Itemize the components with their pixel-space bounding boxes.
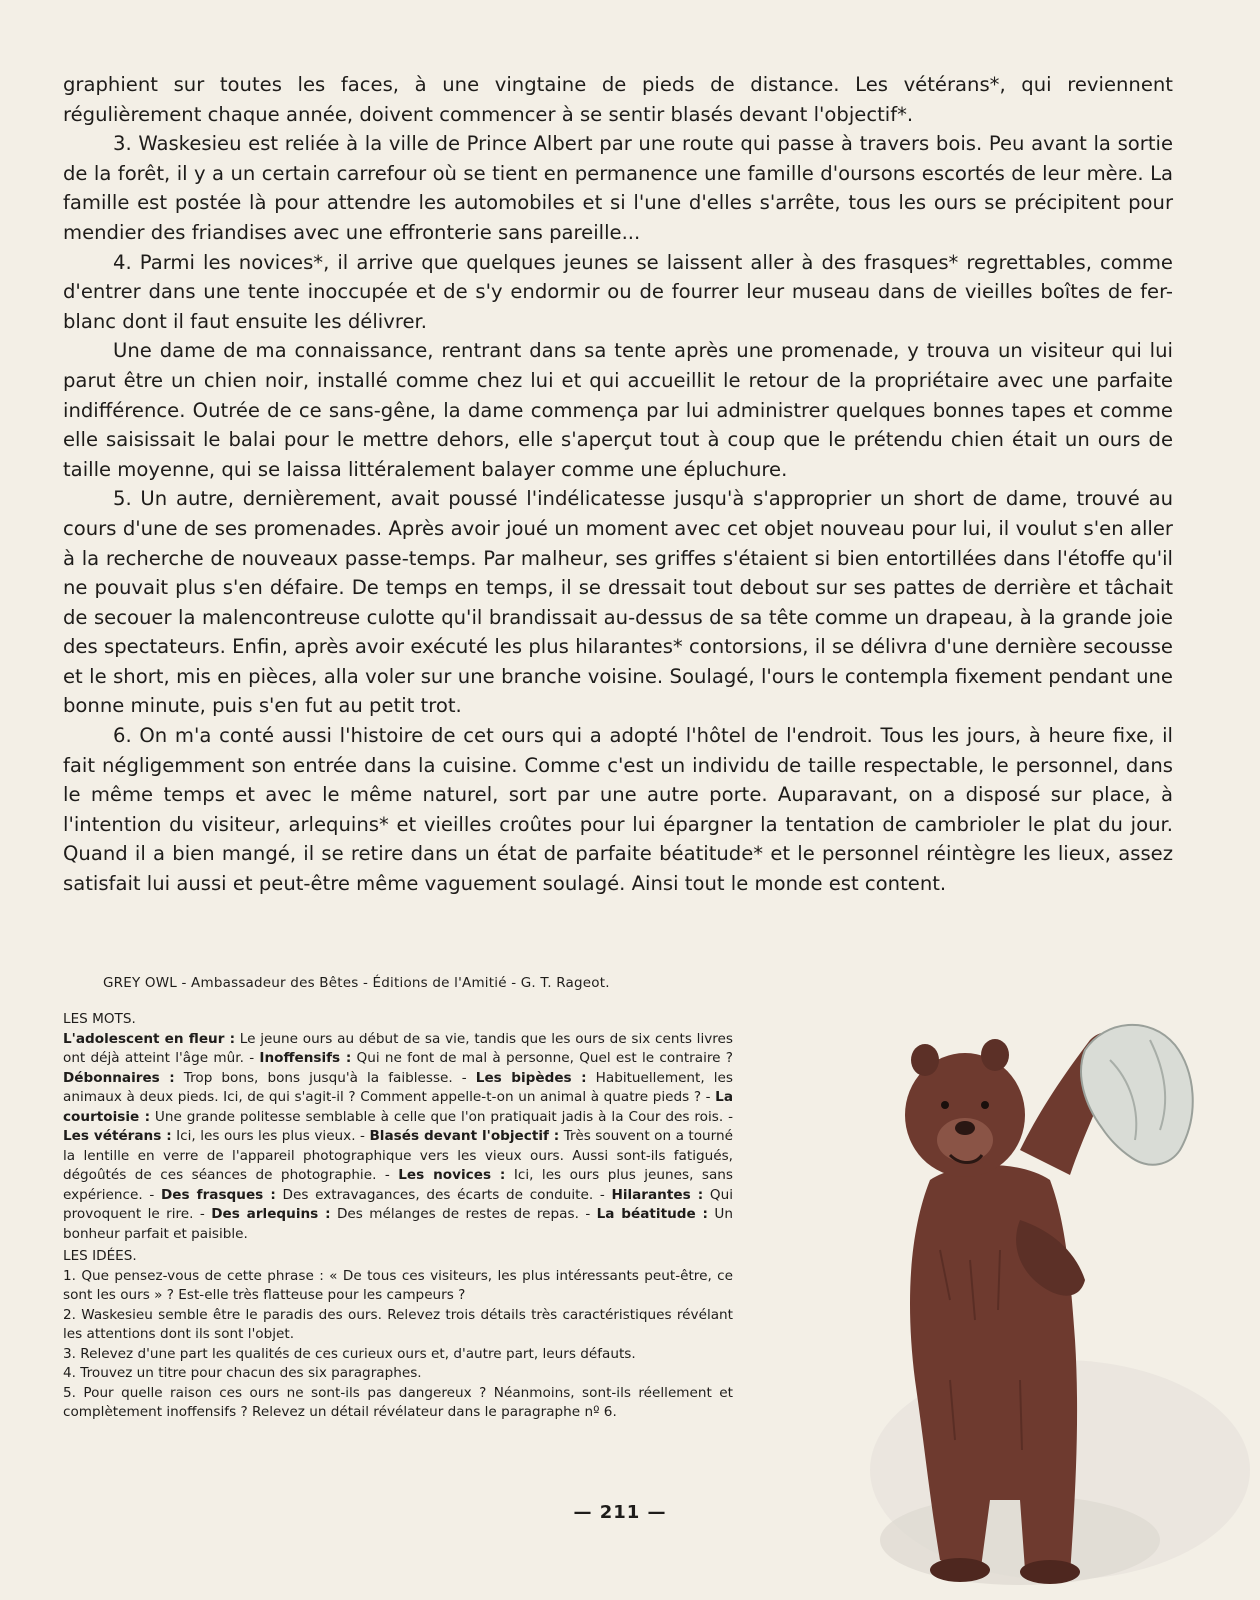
vocab-term: L'adolescent en fleur : xyxy=(63,1030,236,1047)
idea-question: 1. Que pensez-vous de cette phrase : « De tous ces visiteurs, les plus intéressants peut-être, ce sont les ours » ? Est-elle très flatteuse pour les campeurs ? xyxy=(63,1267,733,1303)
paragraph-5: 5. Un autre, dernièrement, avait poussé l'indélicatesse jusqu'à s'approprier un short de dame, trouvé au cours d'une de ses promenades. Après avoir joué un moment avec cet objet nouveau pour lui, il voulut s'en aller à la recherche de nouveaux passe-temps. Par malheur, ses griffes s'étaient si bien entortillées dans l'étoffe qu'il ne pouvait plus s'en défaire. De temps en temps, il se dressait tout debout sur ses pattes de derrière et tâchait de secouer la malencontreuse culotte qu'il brandissait au-dessus de sa tête comme un drapeau, à la grande joie des spectateurs. Enfin, après avoir exécuté les plus hilarantes* contorsions, il se délivra d'une dernière secousse et le short, mis en pièces, alla voler sur une branche voisine. Soulagé, l'ours le contempla fixement pendant une bonne minute, puis s'en fut au petit trot. xyxy=(63,487,1173,718)
vocab-term: Les novices : xyxy=(398,1167,506,1183)
main-text xyxy=(63,70,1173,899)
vocab-term: Blasés devant l'objectif : xyxy=(369,1128,560,1144)
vocab-definition: Qui provoquent le rire. - xyxy=(63,1186,734,1222)
vocab-term: Inoffensifs : xyxy=(259,1050,352,1066)
vocab-definition: Ici, les ours les plus vieux. - xyxy=(171,1128,370,1144)
idea-question: 3. Relevez d'une part les qualités de ces curieux ours et, d'autre part, leurs défauts. xyxy=(63,1345,636,1362)
vocab-heading: LES MOTS. xyxy=(63,1011,136,1027)
vocab-term: Hilarantes : xyxy=(611,1186,704,1203)
paragraph-4: 4. Parmi les novices*, il arrive que quelques jeunes se laissent aller à des frasques* regrettables, comme d'entrer dans une tente inoccupée et de s'y endormir ou de fourrer leur museau dans de vieilles boîtes de fer-blanc dont il faut ensuite les délivrer. xyxy=(63,250,1173,333)
vocab-term: Débonnaires : xyxy=(63,1069,175,1086)
idea-question: 2. Waskesieu semble être le paradis des ours. Relevez trois détails très caractéristiques révélant les attentions dont ils sont l'objet. xyxy=(63,1306,733,1342)
paragraph-continuation: graphient sur toutes les faces, à une vingtaine de pieds de distance. Les vétérans*, qui reviennent régulièrement chaque année, doivent commencer à se sentir blasés devant l'objectif*. xyxy=(63,73,1173,126)
vocab-definition: Ici, les ours plus jeunes, sans expérience. - xyxy=(63,1167,734,1203)
vocab-definition: Trop bons, bons jusqu'à la faiblesse. - xyxy=(174,1069,476,1086)
vocab-definition: Qui ne font de mal à personne, Quel est le contraire ? xyxy=(351,1050,733,1066)
vocab-definition: Le jeune ours au début de sa vie, tandis que les ours de six cents livres ont déjà atteint l'âge mûr. - xyxy=(63,1030,733,1066)
vocab-term: Les vétérans : xyxy=(63,1128,172,1144)
paragraph-4-anecdote: Une dame de ma connaissance, rentrant dans sa tente après une promenade, y trouva un visiteur qui lui parut être un chien noir, installé comme chez lui et qui accueillit le retour de la propriétaire avec une parfaite indifférence. Outrée de ce sans-gêne, la dame commença par lui administrer quelques bonnes tapes et comme elle saisissait le balai pour le mettre dehors, elle s'aperçut tout à coup que le prétendu chien était un ours de taille moyenne, qui se laissa littéralement balayer comme une épluchure. xyxy=(63,339,1173,481)
paragraph-3: 3. Waskesieu est reliée à la ville de Prince Albert par une route qui passe à travers bois. Peu avant la sortie de la forêt, il y a un certain carrefour où se tient en permanence une famille d'oursons escortés de leur mère. La famille est postée là pour attendre les automobiles et si l'une d'elles s'arrête, tous les ours se précipitent pour mendier des friandises avec une effronterie sans pareille... xyxy=(63,132,1173,244)
vocab-definition: Très souvent on a tourné la lentille en verre de l'appareil photographique vers les vieux ours. Aussi sont-ils fatigués, dégoûtés de ces séances de photographie. - xyxy=(63,1128,733,1183)
vocab-list xyxy=(63,1030,733,1245)
idea-question: 5. Pour quelle raison ces ours ne sont-ils pas dangereux ? Néanmoins, sont-ils réellement et complètement inoffensifs ? Relevez un détail révélateur dans le paragraphe nº 6. xyxy=(63,1384,733,1420)
vocab-term: Les bipèdes : xyxy=(475,1069,587,1086)
exercise-notes xyxy=(63,1010,733,1423)
vocab-term: La béatitude : xyxy=(596,1206,708,1222)
vocab-term: La courtoisie : xyxy=(63,1089,733,1125)
vocab-definition: Des extravagances, des écarts de conduite. - xyxy=(275,1186,612,1203)
vocab-term: Des arlequins : xyxy=(211,1206,331,1222)
paragraph-6: 6. On m'a conté aussi l'histoire de cet ours qui a adopté l'hôtel de l'endroit. Tous les jours, à heure fixe, il fait négligemment son entrée dans la cuisine. Comme c'est un individu de taille respectable, le personnel, dans le même temps et avec le même naturel, sort par une autre porte. Auparavant, on a disposé sur place, à l'intention du visiteur, arlequins* et vieilles croûtes pour lui épargner la tentation de cambrioler le plat du jour. Quand il a bien mangé, il se retire dans un état de parfaite béatitude* et le personnel réintègre les lieux, assez satisfait lui aussi et peut-être même vaguement soulagé. Ainsi tout le monde est content. xyxy=(63,724,1173,896)
bear-holding-shorts-icon xyxy=(870,1000,1250,1590)
vocab-definition: Une grande politesse semblable à celle que l'on pratiquait jadis à la Cour des rois. - xyxy=(150,1108,733,1125)
idea-question: 4. Trouvez un titre pour chacun des six paragraphes. xyxy=(63,1365,422,1381)
page-number: — 211 — xyxy=(573,1502,667,1523)
vocab-definition: Des mélanges de restes de repas. - xyxy=(330,1206,597,1222)
vocab-term: Des frasques : xyxy=(160,1186,276,1203)
source-attribution: GREY OWL - Ambassadeur des Bêtes - Éditions de l'Amitié - G. T. Rageot. xyxy=(103,975,610,991)
vocab-definition: Un bonheur parfait et paisible. xyxy=(63,1206,733,1242)
ideas-heading: LES IDÉES. xyxy=(63,1248,137,1264)
vocab-definition: Habituellement, les animaux à deux pieds. Ici, de qui s'agit-il ? Comment appelle-t-on un animal à quatre pieds ? - xyxy=(63,1069,733,1105)
